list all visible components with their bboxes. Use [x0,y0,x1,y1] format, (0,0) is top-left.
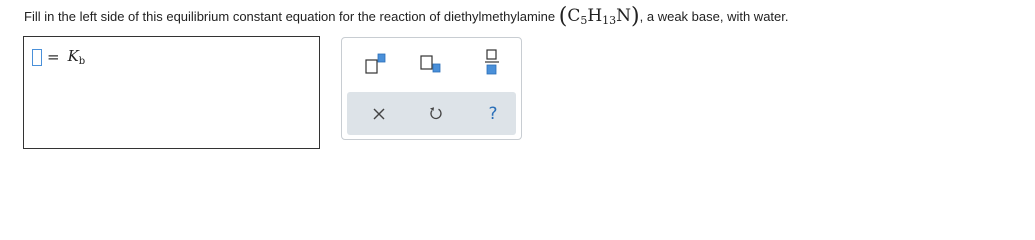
help-icon[interactable] [478,100,508,128]
subscript-icon[interactable] [417,50,447,78]
kb-symbol: $K_b$ [67,47,86,67]
answer-area[interactable] [23,36,320,149]
formula-hydrogen-count: 13 [602,14,617,27]
answer-input-slot[interactable] [32,49,42,66]
clear-icon[interactable] [364,100,394,128]
formula-hydrogen: H [587,6,603,26]
toolbar-top-row [342,38,521,91]
chemical-formula: $(C_5H_{13}N)$ [558,4,640,29]
equals-sign: = [47,48,60,66]
undo-icon[interactable] [421,100,451,128]
formula-carbon: C [567,6,581,26]
math-toolbar [341,37,522,140]
formula-nitrogen: N [616,6,632,26]
toolbar-bottom-row [347,92,516,135]
formula-carbon-count: 5 [580,14,588,27]
help-glyph: ? [488,104,498,124]
superscript-icon[interactable] [362,50,392,78]
question-text [24,4,789,33]
question-prefix: Fill in the left side of this equilibrium constant equation for the reaction of diethylmethylamine [24,9,559,24]
question-suffix: , a weak base, with water. [639,9,789,24]
fraction-icon[interactable] [477,48,507,76]
equation-row [32,47,85,67]
